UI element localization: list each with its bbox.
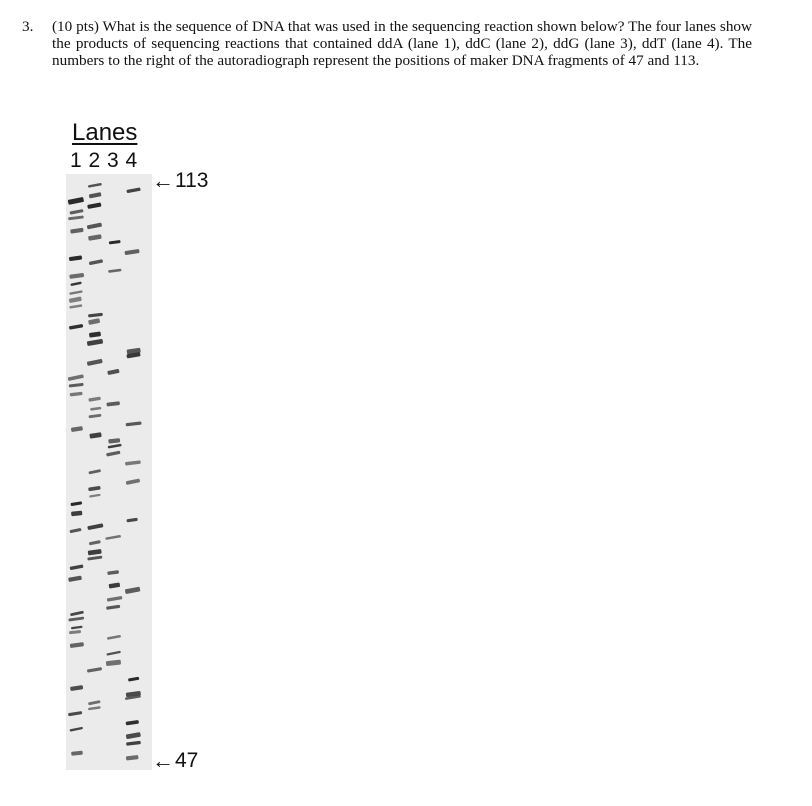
question-block (22, 18, 752, 70)
question-text: (10 pts) What is the sequence of DNA that was used in the sequencing reaction shown below? The four lanes show the products of sequencing reactions that contained ddA (lane 1), ddC (lane 2), ddG (lane 3), ddT (lane 4). The numbers to the right of the autoradiograph represent the positions of maker DNA fragments of 47 and 113. (52, 18, 752, 70)
lane-numbers: 1 2 3 4 (70, 149, 138, 172)
autoradiograph (52, 174, 156, 770)
marker-47-label: 47 (175, 749, 199, 772)
gel-image (52, 174, 156, 770)
question-number: 3. (22, 18, 34, 35)
gel-background (66, 174, 152, 770)
left-arrow-icon: ← (152, 748, 174, 773)
lanes-title: Lanes (72, 119, 138, 146)
marker-113 (152, 169, 208, 193)
left-arrow-icon: ← (152, 168, 174, 193)
marker-47 (152, 749, 198, 773)
marker-113-label: 113 (175, 169, 209, 192)
